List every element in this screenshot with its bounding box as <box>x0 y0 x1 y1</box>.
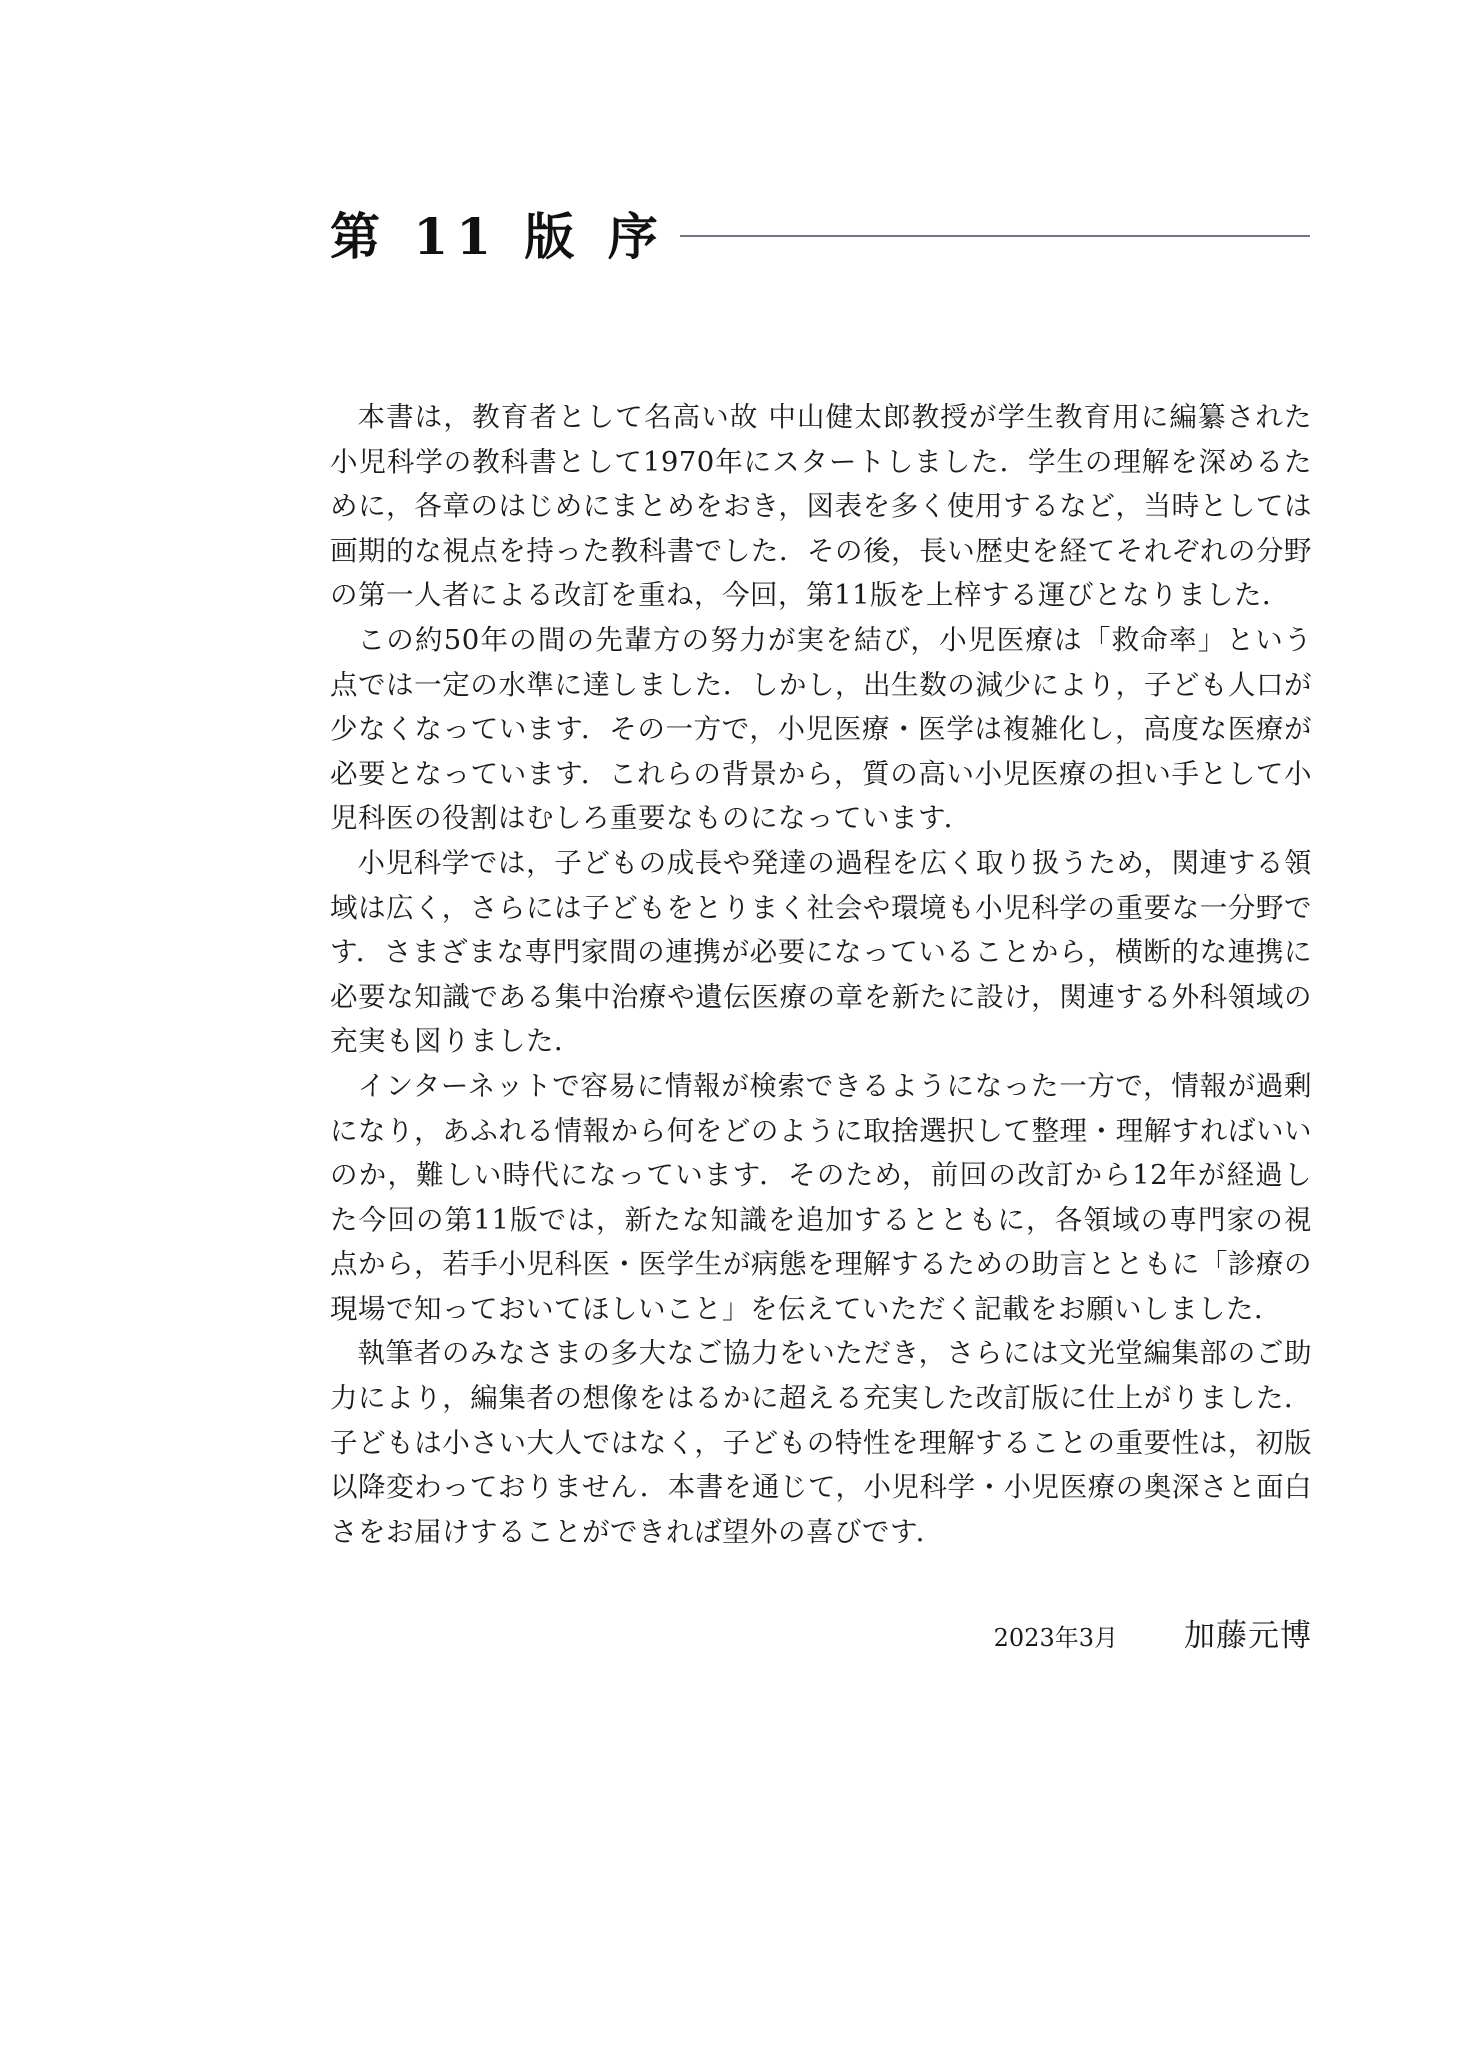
paragraph-5: 執筆者のみなさまの多大なご協力をいただき，さらには文光堂編集部のご助力により，編集者の想像をはるかに超える充実した改訂版に仕上がりました．子どもは小さい大人ではなく，子どもの特性を理解することの重要性は，初版以降変わっておりません．本書を通じて，小児科学・小児医療の奥深さと面白さをお届けすることができれば望外の喜びです． <box>330 1337 1312 1548</box>
signature-author: 加藤元博 <box>1184 1618 1312 1654</box>
paragraph-1: 本書は，教育者として名高い故 中山健太郎教授が学生教育用に編纂された小児科学の教科書として1970年にスタートしました．学生の理解を深めるために，各章のはじめにまとめをおき，図表を多く使用するなど，当時としては画期的な視点を持った教科書でした．その後，長い歴史を経てそれぞれの分野の第一人者による改訂を重ね，今回，第11版を上梓する運びとなりました． <box>330 401 1312 612</box>
heading-rule <box>680 235 1310 237</box>
signature-block <box>930 1610 1312 1656</box>
preface-body <box>330 395 1312 1554</box>
preface-heading <box>330 198 1310 268</box>
paragraph-3: 小児科学では，子どもの成長や発達の過程を広く取り扱うため，関連する領域は広く，さらには子どもをとりまく社会や環境も小児科学の重要な一分野です．さまざまな専門家間の連携が必要になっていることから，横断的な連携に必要な知識である集中治療や遺伝医療の章を新たに設け，関連する外科領域の充実も図りました． <box>330 846 1312 1058</box>
signature-date: 2023年3月 <box>993 1624 1118 1652</box>
page-title: 第 11 版 序 <box>330 207 666 266</box>
paragraph-4: インターネットで容易に情報が検索できるようになった一方で，情報が過剰になり，あふれる情報から何をどのように取捨選択して整理・理解すればいいのか，難しい時代になっています．そのため，前回の改訂から12年が経過した今回の第11版では，新たな知識を追加するとともに，各領域の専門家の視点から，若手小児科医・医学生が病態を理解するための助言とともに「診療の現場で知っておいてほしいこと」を伝えていただく記載をお願いしました． <box>330 1069 1312 1325</box>
paragraph-2: この約50年の間の先輩方の努力が実を結び，小児医療は「救命率」という点では一定の水準に達しました．しかし，出生数の減少により，子ども人口が少なくなっています．その一方で，小児医療・医学は複雑化し，高度な医療が必要となっています．これらの背景から，質の高い小児医療の担い手として小児科医の役割はむしろ重要なものになっています． <box>330 623 1312 835</box>
